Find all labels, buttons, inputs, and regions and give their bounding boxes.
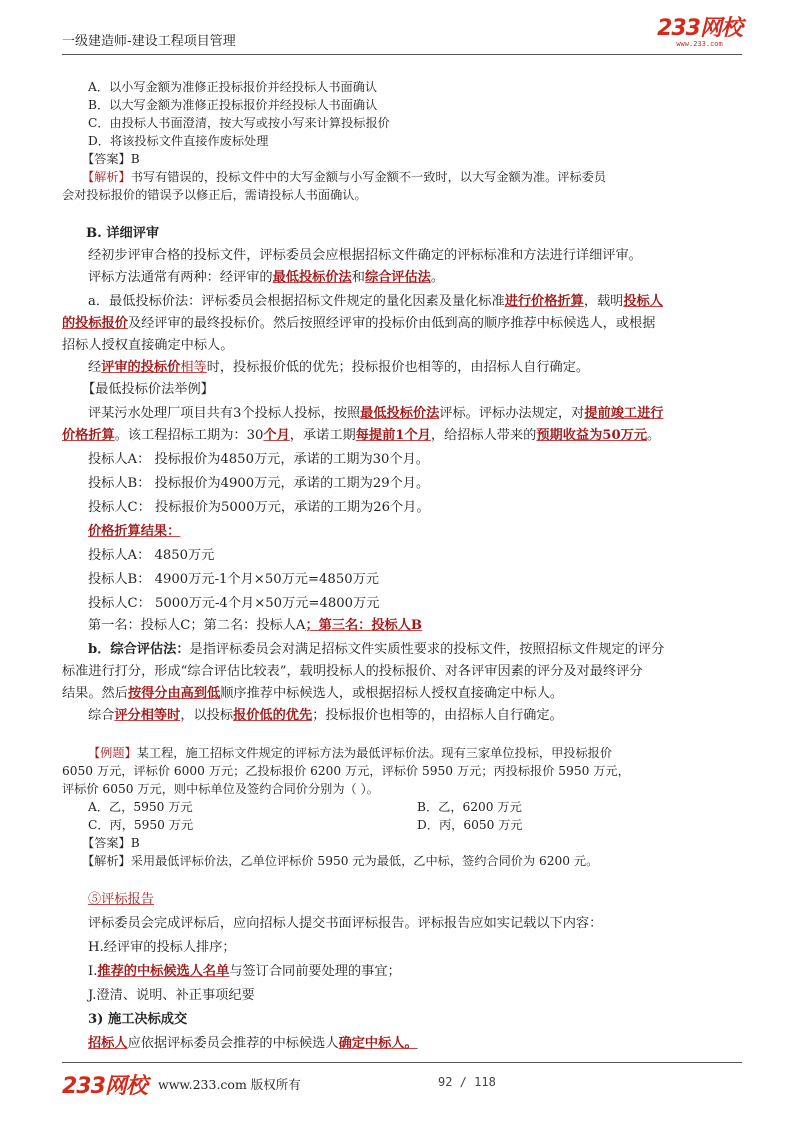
example-title: 【最低投标价法举例】	[82, 382, 214, 397]
logo-url: www.233.com	[676, 40, 723, 48]
keyword: ；第三名：投标人B	[305, 618, 423, 633]
example-para-1	[88, 402, 663, 421]
explanation-text: 采用最低评标价法，乙单位评标价 5950 元为最低，乙中标，签约合同价为 6200 元。	[130, 854, 599, 868]
keyword: 招标人	[88, 1036, 128, 1051]
example-question	[88, 744, 612, 761]
para-methods	[88, 266, 444, 285]
ranking	[88, 614, 422, 633]
para-comprehensive	[88, 638, 664, 657]
text: 。该工程招标工期为：30	[114, 428, 264, 443]
text: 综合	[88, 708, 115, 723]
text: ，以投标	[180, 708, 234, 723]
keyword: 按得分由高到低	[127, 686, 221, 701]
text: I.	[88, 964, 98, 979]
keyword: 每提前1个月	[355, 428, 431, 443]
section-report-heading: ⑤评标报告	[88, 892, 154, 907]
option-a: A．乙，5950 万元	[88, 800, 193, 814]
para-lowest-bid-2	[62, 312, 655, 331]
explanation-text: 书写有错误的，投标文件中的大写金额与小写金额不一致时，以大写金额为准。评标委员	[130, 170, 607, 184]
para-equal-price	[88, 356, 589, 375]
example-label: 【例题】	[88, 746, 137, 760]
item-h: H.经评审的投标人排序；	[88, 940, 236, 955]
bidder-a: 投标人A： 投标报价为4850万元，承诺的工期为30个月。	[88, 452, 429, 467]
bidder-c: 投标人C： 投标报价为5000万元，承诺的工期为26个月。	[88, 500, 430, 515]
page-header	[62, 16, 742, 55]
text: 结果。然后	[62, 686, 128, 701]
section-b-heading: B. 详细评审	[86, 226, 160, 241]
text: 顺序推荐中标候选人，或根据招标人授权直接确定中标人。	[220, 686, 564, 701]
text: b．综合评估法：	[88, 642, 190, 657]
explanation-1	[82, 168, 606, 185]
answer-2: 【答案】B	[82, 836, 140, 850]
keyword: 投标人	[623, 294, 663, 309]
option-b: B．乙，6200 万元	[417, 800, 522, 814]
keyword: 确定中标人。	[338, 1036, 418, 1051]
para-detailed-review: 经初步评审合格的投标文件，评标委员会应根据招标文件确定的评标标准和方法进行详细评审。	[88, 248, 642, 263]
option-d: D．将该投标文件直接作废标处理	[88, 134, 269, 148]
option-d: D．丙，6050 万元	[417, 818, 523, 832]
example-para-2	[62, 424, 660, 443]
text: 是指评标委员会对满足招标文件实质性要求的投标文件，按照招标文件规定的评分	[189, 642, 665, 657]
text: 经	[88, 360, 102, 375]
text: 评标方法通常有两种：经评审的	[88, 270, 273, 285]
brand-logo	[657, 18, 742, 48]
text: 。	[647, 428, 661, 443]
option-c: C．丙，5950 万元	[88, 818, 194, 832]
result-c: 投标人C： 5000万元-4个月×50万元=4800万元	[88, 596, 380, 611]
keyword: 推荐的中标候选人名单	[97, 964, 230, 979]
explanation-label: 【解析】	[82, 170, 131, 184]
keyword: 提前竣工进行	[584, 406, 664, 421]
option-a: A．以小写金额为准修正投标报价并经投标人书面确认	[88, 80, 378, 94]
explanation-2	[82, 852, 598, 869]
keyword: 预期收益为50万元	[536, 428, 648, 443]
text: 时，投标报价低的优先；投标报价也相等的，由招标人自行确定。	[206, 360, 590, 375]
text: 和	[351, 270, 365, 285]
para-lowest-bid	[88, 290, 663, 309]
option-b: B．以大写金额为准修正投标报价并经投标人书面确认	[88, 98, 378, 112]
text: a．最低投标价法：评标委员会根据招标文件规定的量化因素及量化标准	[88, 294, 505, 309]
section-award-heading: 3) 施工决标成交	[88, 1012, 188, 1027]
keyword: 相等	[180, 360, 207, 375]
answer-1: 【答案】B	[82, 152, 140, 166]
text: 评标。评标办法规定，对	[439, 406, 585, 421]
explanation-label: 【解析】	[82, 854, 131, 868]
text: ，承诺工期	[289, 428, 356, 443]
text: 第一名：投标人C；第二名：投标人A	[88, 618, 306, 633]
result-a: 投标人A： 4850万元	[88, 548, 215, 563]
keyword: 最低投标价法	[272, 270, 352, 285]
text: 应依据评标委员会推荐的中标候选人	[127, 1036, 339, 1051]
keyword: 价格折算	[62, 428, 115, 443]
text: 评某污水处理厂项目共有3个投标人投标，按照	[88, 406, 361, 421]
result-title: 价格折算结果：	[88, 524, 181, 539]
item-j: J.澄清、说明、补正事项纪要	[88, 988, 255, 1003]
keyword: 综合评估法	[364, 270, 431, 285]
para-lowest-bid-3: 招标人授权直接确定中标人。	[62, 338, 234, 353]
text: ；投标报价也相等的，由招标人自行确定。	[312, 708, 563, 723]
result-b: 投标人B： 4900万元-1个月×50万元=4850万元	[88, 572, 379, 587]
example-question-2: 6050 万元，评标价 6000 万元；乙投标报价 6200 万元，评标价 5950 万元；丙投标报价 5950 万元，	[62, 764, 630, 778]
para-comprehensive-4	[88, 704, 563, 723]
text: 。	[430, 270, 445, 285]
keyword: 评审的投标价	[101, 360, 181, 375]
text: 某工程，施工招标文件规定的评标方法为最低评标价法。现有三家单位投标，甲投标报价	[136, 746, 613, 760]
text: 及经评审的最终投标价。然后按照经评审的投标价由低到高的顺序推荐中标候选人，或根据	[127, 316, 656, 331]
text: ，载明	[583, 294, 624, 309]
page-number: 92 / 118	[438, 1075, 496, 1089]
keyword: 评分相等时	[114, 708, 181, 723]
bidder-b: 投标人B： 投标报价为4900万元，承诺的工期为29个月。	[88, 476, 430, 491]
option-c: C．由投标人书面澄清，按大写或按小写来计算投标报价	[88, 116, 390, 130]
para-report: 评标委员会完成评标后，应向招标人提交书面评标报告。评标报告应如实记载以下内容：	[88, 916, 603, 931]
keyword: 个月	[263, 428, 290, 443]
explanation-1-cont: 会对投标报价的错误予以修正后，需请投标人书面确认。	[62, 188, 367, 202]
page-footer	[62, 1062, 742, 1099]
para-comprehensive-3	[62, 682, 563, 701]
text: ，给招标人带来的	[430, 428, 537, 443]
logo-text: 233网校	[657, 16, 742, 41]
footer-copyright: www.233.com 版权所有	[158, 1077, 301, 1092]
text: 与签订合同前要处理的事宜；	[229, 964, 401, 979]
example-question-3: 评标价 6050 万元，则中标单位及签约合同价分别为（ ）。	[62, 782, 379, 796]
item-i	[88, 960, 401, 979]
keyword: 最低投标价法	[360, 406, 440, 421]
keyword: 的投标报价	[62, 316, 128, 331]
para-award	[88, 1032, 418, 1051]
para-comprehensive-2: 标准进行打分，形成“综合评估比较表”，载明投标人的投标报价、对各评审因素的评分及对最终评分	[62, 664, 643, 679]
header-title: 一级建造师-建设工程项目管理	[62, 34, 236, 49]
footer-logo: 233网校	[62, 1074, 147, 1099]
keyword: 进行价格折算	[504, 294, 584, 309]
keyword: 报价低的优先	[233, 708, 313, 723]
